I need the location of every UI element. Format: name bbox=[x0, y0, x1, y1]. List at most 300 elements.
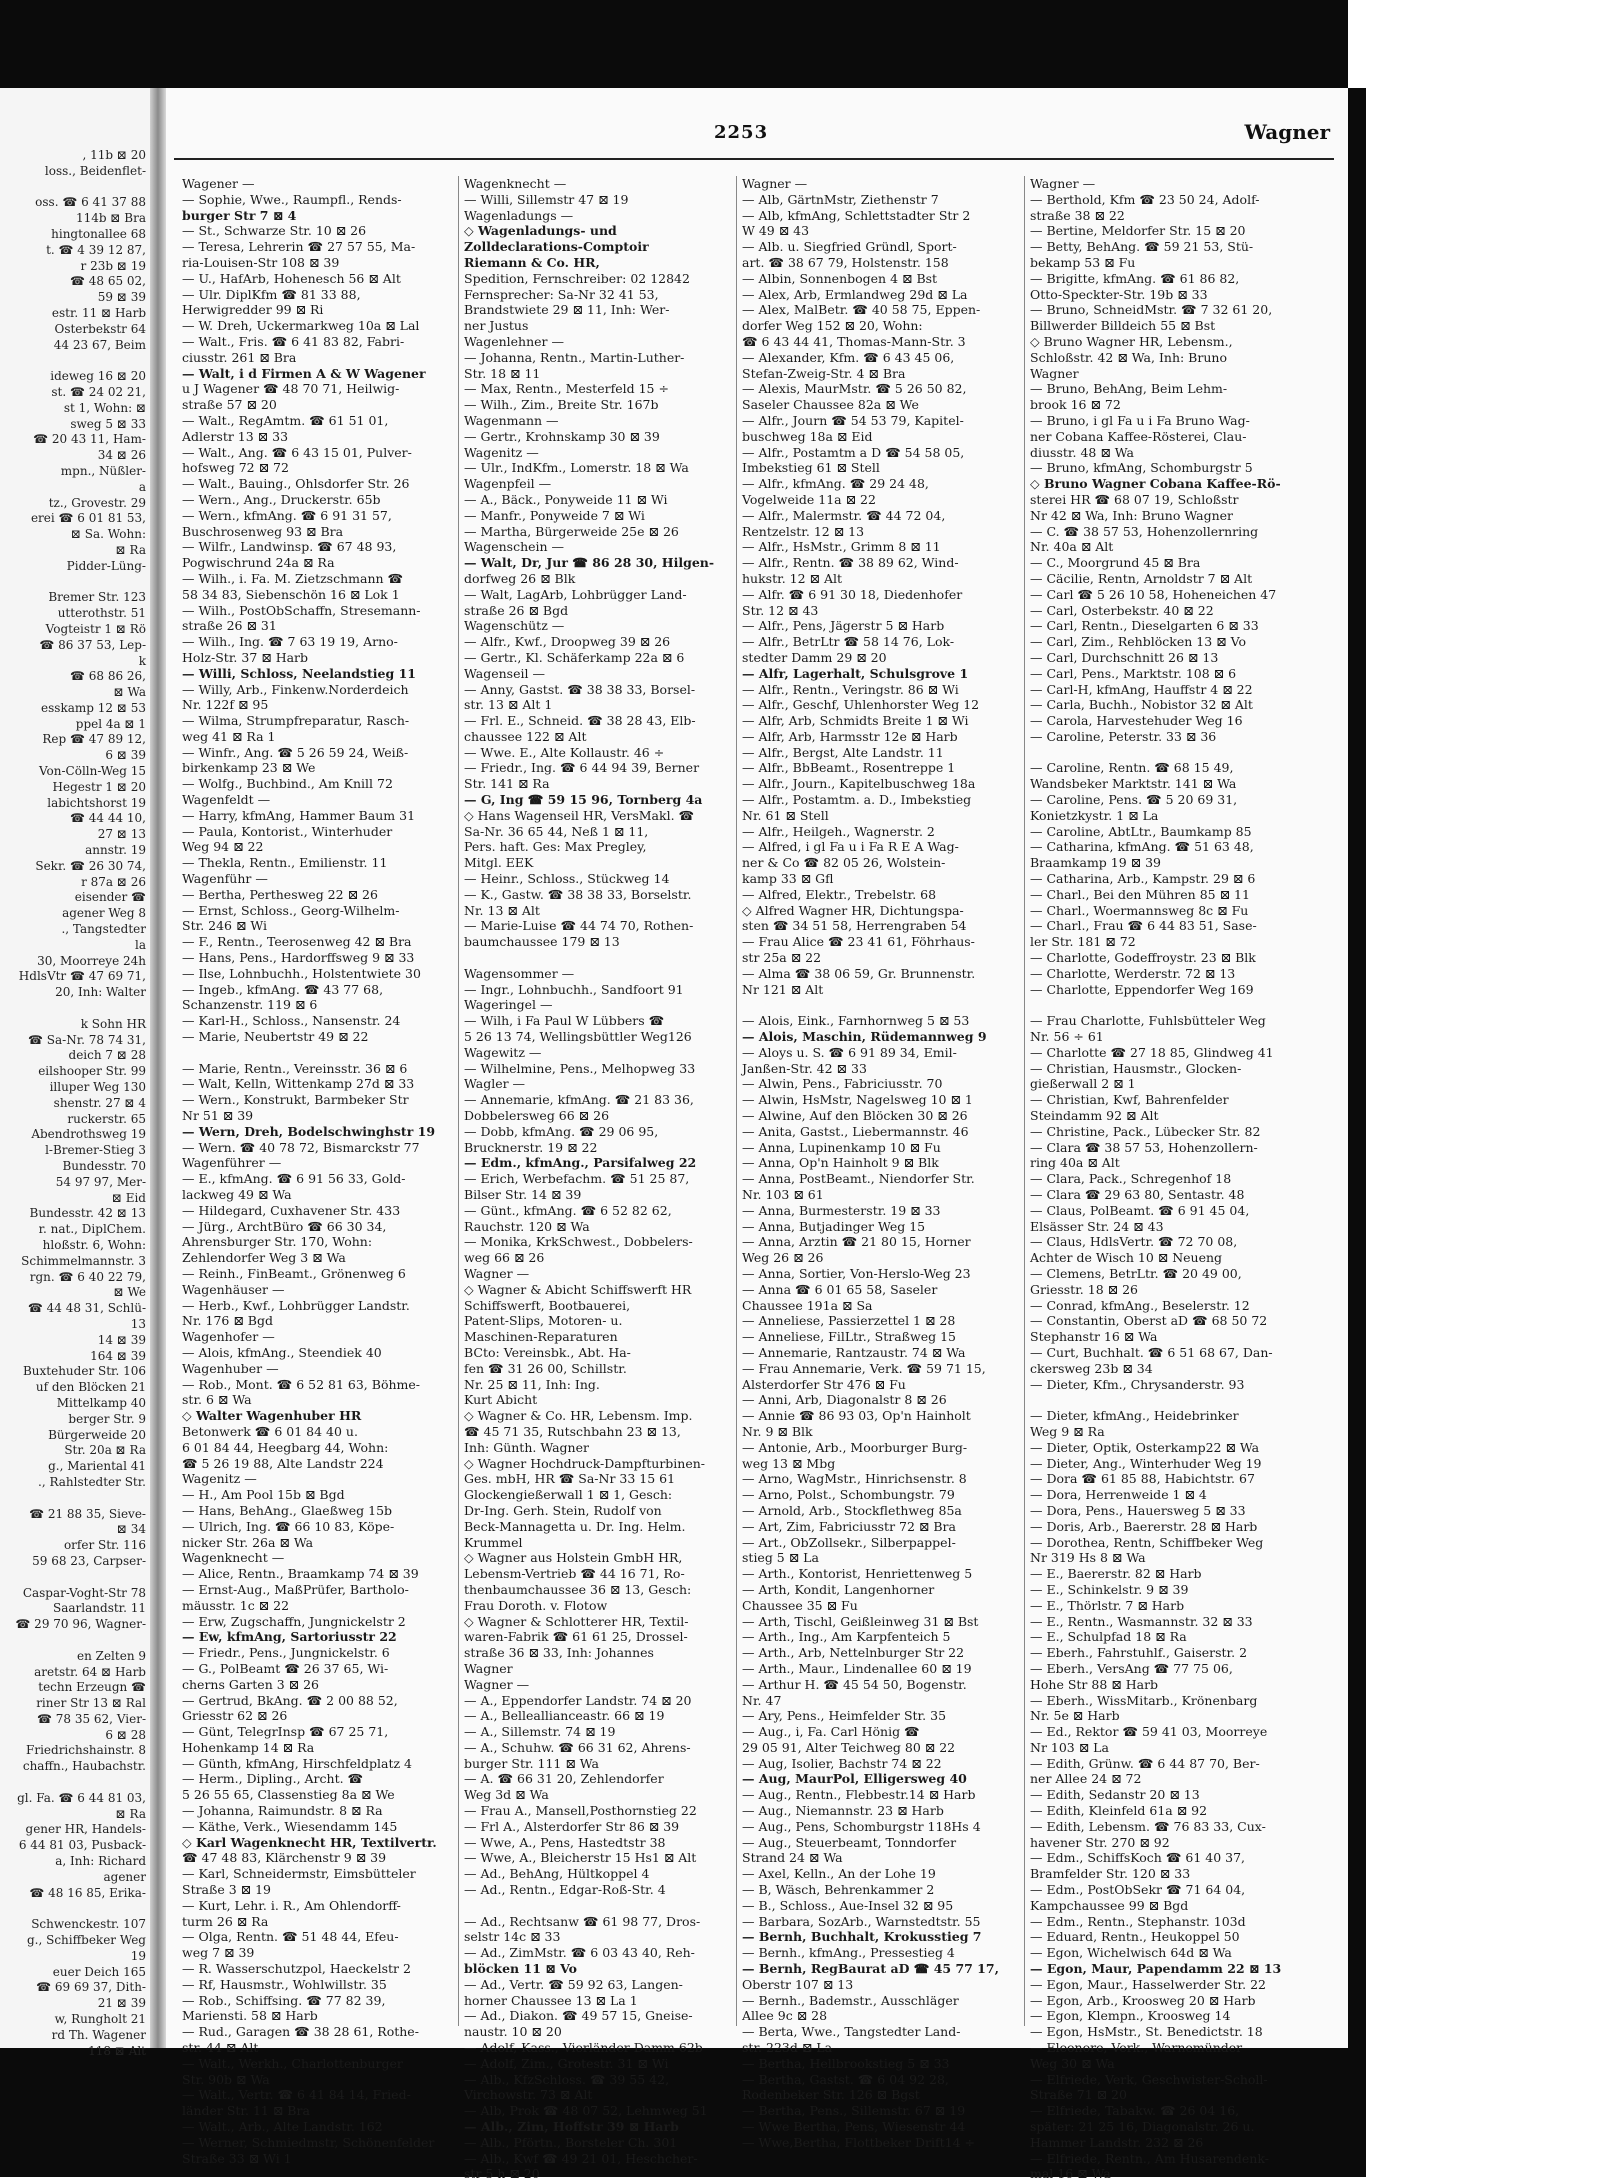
facing-page-line: hingtonallee 68 bbox=[51, 226, 146, 241]
directory-entry-line: str. 13 ⊠ Alt 1 bbox=[464, 697, 553, 713]
directory-entry-line: — Wilh., i. Fa. M. Zietzschmann ☎ bbox=[182, 570, 404, 586]
directory-entry-line: Hohenkamp 14 ⊠ Ra bbox=[182, 1739, 315, 1755]
directory-entry-line: — Anna, Lupinenkamp 10 ⊠ Fu bbox=[742, 1139, 941, 1155]
facing-page-line: estr. 11 ⊠ Harb bbox=[51, 305, 146, 320]
directory-entry-line: — Dieter, Ang., Winterhuder Weg 19 bbox=[1030, 1455, 1262, 1471]
directory-entry-line: Weg 94 ⊠ 22 bbox=[182, 839, 264, 855]
directory-entry-line: — Constantin, Oberst aD ☎ 68 50 72 bbox=[1030, 1313, 1268, 1329]
directory-entry-line: — Wilfr., Landwinsp. ☎ 67 48 93, bbox=[182, 539, 397, 555]
directory-entry-line: weg 66 ⊠ 26 bbox=[464, 1250, 545, 1266]
directory-entry-line: — Charlotte, Godeffroystr. 23 ⊠ Blk bbox=[1030, 950, 1256, 966]
directory-entry-line: — Ilse, Lohnbuchh., Holstentwiete 30 bbox=[182, 965, 421, 981]
directory-entry-line: Kampchaussee 99 ⊠ Bgd bbox=[1030, 1897, 1189, 1913]
directory-entry-line: Inh: Günth. Wagner bbox=[464, 1439, 589, 1455]
directory-entry-line: — Walt., Fris. ☎ 6 41 83 82, Fabri- bbox=[182, 333, 405, 349]
directory-entry-line: — Clara ☎ 38 57 53, Hohenzollern- bbox=[1030, 1139, 1258, 1155]
directory-entry-line: — Bertine, Meldorfer Str. 15 ⊠ 20 bbox=[1030, 223, 1246, 239]
directory-entry-line bbox=[1030, 997, 1330, 1013]
directory-entry-line: 29 05 91, Alter Teichweg 80 ⊠ 22 bbox=[742, 1739, 956, 1755]
directory-entry-line: horner Chaussee 13 ⊠ La 1 bbox=[464, 1992, 638, 2008]
directory-entry-line: Braamkamp 19 ⊠ 39 bbox=[1030, 855, 1162, 871]
directory-entry-line: Wagenhofer — bbox=[182, 1329, 275, 1345]
directory-entry-line: — Hildegard, Cuxhavener Str. 433 bbox=[182, 1202, 401, 1218]
directory-entry-line: — Bernh, Buchhalt, Krokusstieg 7 bbox=[742, 1929, 982, 1945]
facing-page-line: w, Rungholt 21 bbox=[54, 2012, 146, 2027]
directory-entry-line: Stephanstr 16 ⊠ Wa bbox=[1030, 1329, 1158, 1345]
directory-entry-line: Mitgl. EEK bbox=[464, 855, 534, 871]
directory-entry-line: Nr. 122f ⊠ 95 bbox=[182, 697, 269, 713]
directory-entry-line: Straße 33 ⊠ Wi 1 bbox=[182, 2150, 292, 2166]
directory-entry-line: — Charlotte ☎ 27 18 85, Glindweg 41 bbox=[1030, 1044, 1274, 1060]
directory-entry-line: Oberstr 107 ⊠ 13 bbox=[742, 1976, 854, 1992]
facing-page-line: Buxtehuder Str. 106 bbox=[22, 1364, 146, 1379]
directory-entry-line: — Alwin, HsMstr, Nagelsweg 10 ⊠ 1 bbox=[742, 1092, 973, 1108]
directory-entry-line: — Ernst, Schloss., Georg-Wilhelm- bbox=[182, 902, 400, 918]
directory-entry-line: Nr 121 ⊠ Alt bbox=[742, 981, 824, 997]
directory-entry-line: — Wwe. E., Alte Kollaustr. 46 ÷ bbox=[464, 744, 665, 760]
facing-page-line: agener bbox=[103, 1869, 146, 1884]
facing-page-line: Saarlandstr. 11 bbox=[53, 1601, 146, 1616]
directory-column-1 bbox=[182, 176, 454, 2166]
directory-entry-line: Nr. 47 bbox=[742, 1692, 782, 1708]
directory-entry-line: — Claus, HdlsVertr. ☎ 72 70 08, bbox=[1030, 1234, 1238, 1250]
facing-page-line: g., Mariental 41 bbox=[48, 1459, 146, 1474]
facing-page-line: euer Deich 165 bbox=[52, 1964, 146, 1979]
directory-entry-line: Wagner — bbox=[742, 176, 808, 191]
directory-entry-line: Konietzkystr. 1 ⊠ La bbox=[1030, 807, 1159, 823]
directory-entry-line: — Alfred, Elektr., Trebelstr. 68 bbox=[742, 886, 937, 902]
directory-entry-line: — Heinr., Schloss., Stückweg 14 bbox=[464, 871, 670, 887]
directory-entry-line: — Walt., Vertr. ☎ 6 41 84 14, Fried- bbox=[182, 2087, 411, 2103]
directory-entry-line: — H., Am Pool 15b ⊠ Bgd bbox=[182, 1487, 345, 1503]
page-header bbox=[166, 122, 1348, 152]
directory-entry-line: — Eberh., VersAng ☎ 77 75 06, bbox=[1030, 1660, 1233, 1676]
directory-entry-line: — Johanna, Rentn., Martin-Luther- bbox=[464, 349, 685, 365]
directory-entry-line: — Gertr., Kl. Schäferkamp 22a ⊠ 6 bbox=[464, 649, 685, 665]
directory-entry-line: — Aug., Niemannstr. 23 ⊠ Harb bbox=[742, 1803, 944, 1819]
directory-entry-line: Weg 26 ⊠ 26 bbox=[742, 1250, 824, 1266]
directory-entry-line: Dobbelersweg 66 ⊠ 26 bbox=[464, 1108, 610, 1124]
facing-page-line: ⊠ Sa. Wohn: bbox=[70, 527, 146, 542]
directory-entry-line: — Frl A., Alsterdorfer Str 86 ⊠ 39 bbox=[464, 1818, 680, 1834]
directory-entry-line: — Manfr., Ponyweide 7 ⊠ Wi bbox=[464, 507, 645, 523]
facing-page-line: Vogteistr 1 ⊠ Rö bbox=[45, 621, 146, 636]
directory-entry-line: — Adolf, Kass., Vierländer Damm 62b bbox=[464, 2040, 703, 2056]
directory-entry-line: Allee 9c ⊠ 28 bbox=[742, 2008, 828, 2024]
facing-page-line: 118 ⊠ Alt bbox=[88, 2043, 146, 2058]
directory-entry-line: — Charlotte, Werderstr. 72 ⊠ 13 bbox=[1030, 965, 1236, 981]
column-divider bbox=[736, 176, 737, 2026]
facing-page-line: 19 bbox=[130, 1948, 146, 1963]
directory-entry-line: — Arth., Maur., Lindenallee 60 ⊠ 19 bbox=[742, 1660, 972, 1676]
directory-entry-line: Otto-Speckter-Str. 19b ⊠ 33 bbox=[1030, 286, 1208, 302]
facing-page-line: ⊠ Ra bbox=[115, 542, 146, 557]
directory-entry-line: — Annemarie, kfmAng. ☎ 21 83 36, bbox=[464, 1092, 694, 1108]
facing-page-line: ☎ 78 35 62, Vier- bbox=[36, 1711, 146, 1726]
directory-entry-line: — Bruno, i gl Fa u i Fa Bruno Wag- bbox=[1030, 412, 1250, 428]
directory-entry-line: — Wilhelmine, Pens., Melhopweg 33 bbox=[464, 1060, 696, 1076]
directory-entry-line: — Adolf, Zim., Grotestr. 31 ⊠ Wi bbox=[464, 2055, 669, 2071]
directory-entry-line: — Alfr., HsMstr., Grimm 8 ⊠ 11 bbox=[742, 539, 941, 555]
directory-entry-line: — St., Schwarze Str. 10 ⊠ 26 bbox=[182, 223, 367, 239]
directory-entry-line: — C. ☎ 38 57 53, Hohenzollernring bbox=[1030, 523, 1259, 539]
directory-entry-line: — Charl., Frau ☎ 6 44 83 51, Sase- bbox=[1030, 918, 1257, 934]
facing-page-line: berger Str. 9 bbox=[68, 1411, 146, 1426]
facing-page-line: k bbox=[138, 653, 146, 668]
facing-page-line: a bbox=[138, 479, 146, 494]
directory-entry-line: — E., kfmAng. ☎ 6 91 56 33, Gold- bbox=[182, 1171, 406, 1187]
directory-entry-line: Billwerder Billdeich 55 ⊠ Bst bbox=[1030, 318, 1216, 334]
directory-entry-line: — Alois, Maschin, Rüdemannweg 9 bbox=[742, 1029, 987, 1045]
directory-entry-line: — E., Schinkelstr. 9 ⊠ 39 bbox=[1030, 1581, 1189, 1597]
directory-entry-line: Chaussee 191a ⊠ Sa bbox=[742, 1297, 873, 1313]
directory-entry-line: Kurt Abicht bbox=[464, 1392, 538, 1408]
directory-entry-line: ckersweg 23b ⊠ 34 bbox=[1030, 1360, 1153, 1376]
directory-entry-line: straße 26 ⊠ Bgd bbox=[464, 602, 569, 618]
directory-entry-line: — Wwe,Bertha, Flottbeker Drift14 ÷ bbox=[742, 2134, 975, 2150]
directory-entry-line: — Dieter, Optik, Osterkamp22 ⊠ Wa bbox=[1030, 1439, 1260, 1455]
directory-entry-line: ◇ Wagner & Co. HR, Lebensm. Imp. bbox=[464, 1408, 693, 1424]
directory-entry-line: Wagenseil — bbox=[464, 665, 545, 681]
directory-entry-line: — Willy, Arb., Finkenw.Norderdeich bbox=[182, 681, 409, 697]
directory-entry-line: — Harry, kfmAng, Hammer Baum 31 bbox=[182, 807, 416, 823]
facing-page-line: uf den Blöcken 21 bbox=[35, 1380, 146, 1395]
directory-entry-line: — Alfr., Geschf, Uhlenhorster Weg 12 bbox=[742, 697, 980, 713]
facing-page-line: Friedrichshainstr. 8 bbox=[26, 1743, 146, 1758]
facing-page-line: 6 44 81 03, Pusback- bbox=[18, 1838, 146, 1853]
directory-entry-line: — Sophie, Wwe., Raumpfl., Rends- bbox=[182, 191, 402, 207]
directory-entry-line: — Catharina, kfmAng. ☎ 51 63 48, bbox=[1030, 839, 1254, 855]
directory-entry-line: Rodenbeker Str. 126 ⊠ Bgst bbox=[742, 2087, 920, 2103]
directory-entry-line: burger Str 7 ⊠ 4 bbox=[182, 207, 297, 223]
directory-entry-line: — Eleonore, Verk., Warnemünder bbox=[1030, 2040, 1243, 2056]
facing-page-line: ., Rahlstedter Str. bbox=[38, 1474, 146, 1489]
directory-entry-line: — Walt., Ang. ☎ 6 43 15 01, Pulver- bbox=[182, 444, 412, 460]
directory-entry-line: straße 38 ⊠ 22 bbox=[1030, 207, 1125, 223]
directory-entry-line: straße 57 ⊠ 20 bbox=[182, 397, 277, 413]
directory-entry-line: — Alfr, Arb, Schmidts Breite 1 ⊠ Wi bbox=[742, 713, 969, 729]
directory-entry-line: — Caroline, AbtLtr., Baumkamp 85 bbox=[1030, 823, 1252, 839]
directory-entry-line: Dr-Ing. Gerh. Stein, Rudolf von bbox=[464, 1502, 662, 1518]
directory-entry-line: Fernsprecher: Sa-Nr 32 41 53, bbox=[464, 286, 659, 302]
directory-entry-line: — A., Bäck., Ponyweide 11 ⊠ Wi bbox=[464, 491, 668, 507]
directory-entry-line: — B, Wäsch, Behrenkammer 2 bbox=[742, 1882, 935, 1898]
directory-entry-line: ria-Louisen-Str 108 ⊠ 39 bbox=[182, 254, 340, 270]
directory-entry-line: — Ary, Pens., Heimfelder Str. 35 bbox=[742, 1708, 947, 1724]
directory-entry-line: Holz-Str. 37 ⊠ Harb bbox=[182, 649, 309, 665]
directory-entry-line: Buschrosenweg 93 ⊠ Bra bbox=[182, 523, 344, 539]
directory-entry-line: ◇ Hans Wagenseil HR, VersMakl. ☎ bbox=[464, 807, 695, 823]
directory-entry-line: dorfer Weg 152 ⊠ 20, Wohn: bbox=[742, 318, 923, 334]
directory-entry-line: — Curt, Buchhalt. ☎ 6 51 68 67, Dan- bbox=[1030, 1344, 1273, 1360]
directory-entry-line: Weg 9 ⊠ Ra bbox=[1030, 1423, 1105, 1439]
directory-entry-line: — A. ☎ 66 31 20, Zehlendorfer bbox=[464, 1771, 664, 1787]
directory-entry-line: turm 26 ⊠ Ra bbox=[182, 1913, 269, 1929]
directory-entry-line: — Alois, Eink., Farnhornweg 5 ⊠ 53 bbox=[742, 1013, 970, 1029]
directory-entry-line: art. ☎ 38 67 79, Holstenstr. 158 bbox=[742, 254, 949, 270]
directory-entry-line: burger Str. 111 ⊠ Wa bbox=[464, 1755, 600, 1771]
directory-entry-line: — Winfr., Ang. ☎ 5 26 59 24, Weiß- bbox=[182, 744, 409, 760]
directory-entry-line: Wagenitz — bbox=[464, 444, 539, 460]
directory-entry-line: Spedition, Fernschreiber: 02 12842 bbox=[464, 270, 690, 286]
directory-entry-line: naustr. 10 ⊠ 20 bbox=[464, 2024, 562, 2040]
scan-right-border bbox=[1348, 88, 1366, 2048]
directory-entry-line: hukstr. 12 ⊠ Alt bbox=[742, 570, 843, 586]
directory-entry-line: — Egon, Maur, Papendamm 22 ⊠ 13 bbox=[1030, 1961, 1282, 1977]
directory-entry-line: — Aug., i, Fa. Carl Hönig ☎ bbox=[742, 1724, 920, 1740]
directory-entry-line: — Bruno, BehAng, Beim Lehm- bbox=[1030, 381, 1228, 397]
directory-entry-line: ring 40a ⊠ Alt bbox=[1030, 1155, 1120, 1171]
directory-entry-line: — Wwe, A., Pens, Hastedtstr 38 bbox=[464, 1834, 666, 1850]
facing-page-line: 34 ⊠ 26 bbox=[97, 448, 146, 463]
directory-entry-line: — Alb, kfmAng, Schlettstadter Str 2 bbox=[742, 207, 971, 223]
facing-page-line: st 1, Wohn: ⊠ bbox=[63, 400, 146, 415]
directory-entry-line: — Dieter, kfmAng., Heidebrinker bbox=[1030, 1408, 1239, 1424]
directory-entry-line: — Walt, i d Firmen A & W Wagener bbox=[182, 365, 426, 381]
facing-page-line: Str. 20a ⊠ Ra bbox=[64, 1443, 146, 1458]
directory-entry-line: — Rud., Garagen ☎ 38 28 61, Rothe- bbox=[182, 2024, 419, 2040]
directory-entry-line: — Bernh, RegBaurat aD ☎ 45 77 17, bbox=[742, 1961, 999, 1977]
page-number: 2253 bbox=[714, 122, 769, 143]
directory-entry-line: — Christian, Kwf, Bahrenfelder bbox=[1030, 1092, 1229, 1108]
directory-entry-line: — Anna, PostBeamt., Niendorfer Str. bbox=[742, 1171, 975, 1187]
directory-entry-line: — Erw, Zugschaffn, Jungnickelstr 2 bbox=[182, 1613, 406, 1629]
directory-entry-line: 58 34 83, Siebenschön 16 ⊠ Lok 1 bbox=[182, 586, 400, 602]
directory-entry-line: — Alfr, Arb, Harmsstr 12e ⊠ Harb bbox=[742, 728, 958, 744]
directory-entry-line: — Dora, Pens., Hauersweg 5 ⊠ 33 bbox=[1030, 1502, 1246, 1518]
directory-entry-line: — K., Gastw. ☎ 38 38 33, Borselstr. bbox=[464, 886, 692, 902]
facing-page-line bbox=[0, 1775, 150, 1791]
directory-entry-line: ☎ 5 26 19 88, Alte Landstr 224 bbox=[182, 1455, 384, 1471]
directory-entry-line: Wagenmann — bbox=[464, 412, 559, 428]
directory-entry-line: — Doris, Arb., Baererstr. 28 ⊠ Harb bbox=[1030, 1518, 1258, 1534]
facing-page-line: ideweg 16 ⊠ 20 bbox=[50, 369, 146, 384]
directory-entry-line: buschweg 18a ⊠ Eid bbox=[742, 428, 873, 444]
directory-entry-line: ☎ 6 43 44 41, Thomas-Mann-Str. 3 bbox=[742, 333, 966, 349]
directory-entry-line: — Carla, Buchh., Nobistor 32 ⊠ Alt bbox=[1030, 697, 1253, 713]
facing-page-line: annstr. 19 bbox=[85, 843, 146, 858]
directory-entry-line: — Alfr., Journ., Kapitelbuschweg 18a bbox=[742, 776, 976, 792]
directory-entry-line: Nr. 5e ⊠ Harb bbox=[1030, 1708, 1120, 1724]
directory-entry-line: — Caroline, Rentn. ☎ 68 15 49, bbox=[1030, 760, 1234, 776]
facing-page-line: la bbox=[135, 937, 146, 952]
directory-entry-line: ciusstr. 261 ⊠ Bra bbox=[182, 349, 297, 365]
directory-entry-line: — Ulr., IndKfm., Lomerstr. 18 ⊠ Wa bbox=[464, 460, 689, 476]
directory-entry-line: lackweg 49 ⊠ Wa bbox=[182, 1187, 292, 1202]
facing-page-line: Schimmelmannstr. 3 bbox=[21, 1253, 146, 1268]
directory-entry-line: straße 26 ⊠ 31 bbox=[182, 618, 277, 634]
directory-entry-line: — Wolfg., Buchbind., Am Knill 72 bbox=[182, 776, 393, 792]
directory-entry-line: 6 01 84 44, Heegbarg 44, Wohn: bbox=[182, 1439, 389, 1455]
directory-entry-line: Herwigredder 99 ⊠ Ri bbox=[182, 302, 324, 318]
directory-entry-line: 5 26 55 65, Classenstieg 8a ⊠ We bbox=[182, 1787, 395, 1803]
directory-entry-line: Wagenhuber — bbox=[182, 1360, 279, 1376]
facing-page-line: chaffn., Haubachstr. bbox=[22, 1759, 146, 1774]
facing-page-line: r 23b ⊠ 19 bbox=[80, 258, 146, 273]
directory-entry-line: ☎ 45 71 35, Rutschbahn 23 ⊠ 13, bbox=[464, 1423, 681, 1439]
directory-entry-line bbox=[1030, 745, 1330, 761]
directory-entry-line: — Carl, Osterbekstr. 40 ⊠ 22 bbox=[1030, 602, 1214, 618]
directory-entry-line: BCto: Vereinsbk., Abt. Ha- bbox=[464, 1344, 631, 1360]
directory-entry-line bbox=[742, 997, 1020, 1013]
facing-page-line: Mittelkamp 40 bbox=[56, 1395, 146, 1410]
directory-entry-line: — Alfr., Postamtm. a. D., Imbekstieg bbox=[742, 792, 972, 808]
directory-entry-line: ◇ Bruno Wagner HR, Lebensm., bbox=[1030, 333, 1233, 349]
directory-entry-line: — Alfr., Kwf., Droopweg 39 ⊠ 26 bbox=[464, 634, 671, 650]
directory-entry-line: sten ☎ 34 51 58, Herrengraben 54 bbox=[742, 918, 967, 934]
facing-page-line: aretstr. 64 ⊠ Harb bbox=[34, 1664, 146, 1679]
directory-entry-line: — Albin, Sonnenbogen 4 ⊠ Bst bbox=[742, 270, 938, 286]
directory-entry-line: — Walt, Kelln, Wittenkamp 27d ⊠ 33 bbox=[182, 1076, 415, 1092]
directory-entry-line: — Hans, BehAng., Glaeßweg 15b bbox=[182, 1502, 393, 1518]
facing-page-line: l-Bremer-Stieg 3 bbox=[45, 1143, 146, 1158]
directory-entry-line: Str. 141 ⊠ Ra bbox=[464, 776, 550, 792]
directory-entry-line: — Carl, Durchschnitt 26 ⊠ 13 bbox=[1030, 649, 1219, 665]
directory-entry-line: brook 16 ⊠ 72 bbox=[1030, 397, 1121, 413]
directory-entry-line: — Wern., kfmAng. ☎ 6 91 31 57, bbox=[182, 507, 392, 523]
directory-entry-line: — Arthur H. ☎ 45 54 50, Bogenstr. bbox=[742, 1676, 967, 1692]
directory-entry-line: — Edm., Rentn., Stephanstr. 103d bbox=[1030, 1913, 1246, 1929]
directory-entry-line bbox=[464, 950, 732, 966]
directory-entry-line: Zehlendorfer Weg 3 ⊠ Wa bbox=[182, 1250, 346, 1266]
facing-page-line: oss. ☎ 6 41 37 88 bbox=[35, 195, 146, 210]
directory-entry-line: Hammer Landstr. 232 ⊠ 26 bbox=[1030, 2134, 1204, 2150]
directory-entry-line: Alsterdorfer Str 476 ⊠ Fu bbox=[742, 1376, 906, 1392]
directory-entry-line: — Käthe, Verk., Wiesendamm 145 bbox=[182, 1818, 398, 1834]
directory-entry-line: — Carl, Pens., Marktstr. 108 ⊠ 6 bbox=[1030, 665, 1237, 681]
directory-entry-line: Pers. haft. Ges: Max Pregley, bbox=[464, 839, 647, 855]
directory-entry-line: str. 223d ⊠ La bbox=[742, 2040, 833, 2056]
directory-entry-line: ◇ Bruno Wagner Cobana Kaffee-Rö- bbox=[1030, 476, 1281, 492]
directory-entry-line: Vogelweide 11a ⊠ 22 bbox=[742, 491, 876, 507]
facing-page-line: 30, Moorreye 24h bbox=[37, 953, 146, 968]
facing-page-line: 6 ⊠ 28 bbox=[105, 1727, 146, 1742]
directory-entry-line: Wagler — bbox=[464, 1076, 526, 1092]
directory-entry-line: — Egon, Wichelwisch 64d ⊠ Wa bbox=[1030, 1945, 1232, 1961]
directory-entry-line: — Walt., RegAmtm. ☎ 61 51 01, bbox=[182, 412, 389, 428]
directory-entry-line: — Alb. u. Siegfried Gründl, Sport- bbox=[742, 239, 957, 255]
directory-entry-line: mäusstr. 1c ⊠ 22 bbox=[182, 1597, 290, 1613]
directory-entry-line: — Antonie, Arb., Moorburger Burg- bbox=[742, 1439, 968, 1455]
facing-page-line: 164 ⊠ 39 bbox=[90, 1348, 146, 1363]
directory-entry-line: — Anny, Gastst. ☎ 38 38 33, Borsel- bbox=[464, 681, 696, 697]
directory-entry-line: — Ad., Rechtsanw ☎ 61 98 77, Dros- bbox=[464, 1913, 701, 1929]
directory-entry-line: — Arth., Arb, Nettelnburger Str 22 bbox=[742, 1645, 965, 1661]
directory-entry-line: Nr. 103 ⊠ 61 bbox=[742, 1187, 824, 1202]
directory-entry-line: — Frl. E., Schneid. ☎ 38 28 43, Elb- bbox=[464, 713, 696, 729]
directory-entry-line: Brandstwiete 29 ⊠ 11, Inh: Wer- bbox=[464, 302, 670, 318]
directory-entry-line: Ahrensburger Str. 170, Wohn: bbox=[182, 1234, 373, 1250]
facing-page-line: a, Inh: Richard bbox=[55, 1854, 146, 1869]
facing-page-line bbox=[0, 180, 150, 196]
directory-entry-line: stieg 5 ⊠ La bbox=[742, 1550, 819, 1566]
facing-page-line: eisender ☎ bbox=[74, 890, 146, 905]
directory-entry-line: — Charl., Bei den Mühren 85 ⊠ 11 bbox=[1030, 886, 1250, 902]
directory-entry-line: — Johanna, Raimundstr. 8 ⊠ Ra bbox=[182, 1803, 383, 1819]
directory-entry-line: — Annie ☎ 86 93 03, Op'n Hainholt bbox=[742, 1408, 971, 1424]
directory-entry-line: — E., Thörlstr. 7 ⊠ Harb bbox=[1030, 1597, 1185, 1613]
directory-entry-line: — Wwe Bertha, Pens, Wiesenstr 44 bbox=[742, 2119, 966, 2135]
directory-entry-line: — Elfriede, Tabakw. ☎ 26 04 16, bbox=[1030, 2103, 1240, 2119]
directory-entry-line: birkenkamp 23 ⊠ We bbox=[182, 760, 316, 776]
facing-page-line: rd Th. Wagener bbox=[51, 2027, 146, 2042]
directory-entry-line: Wagner — bbox=[464, 1676, 530, 1692]
directory-entry-line: — Gertr., Krohnskamp 30 ⊠ 39 bbox=[464, 428, 660, 444]
directory-entry-line: Virchowstr. 73 ⊠ Alt bbox=[464, 2087, 593, 2103]
directory-entry-line: Ges. mbH, HR ☎ Sa-Nr 33 15 61 bbox=[464, 1471, 676, 1487]
directory-entry-line: Wagner — bbox=[1030, 176, 1096, 191]
directory-entry-line: — Elfriede, Verk, Geschwister-Scholl- bbox=[1030, 2071, 1268, 2087]
directory-entry-line: ler Str. 181 ⊠ 72 bbox=[1030, 934, 1136, 950]
directory-entry-line: — Bernh., Bademstr., Ausschläger bbox=[742, 1992, 959, 2008]
directory-entry-line: — Anna, Burmesterstr. 19 ⊠ 33 bbox=[742, 1202, 941, 1218]
directory-entry-line: — Alwin, Pens., Fabriciusstr. 70 bbox=[742, 1076, 943, 1092]
directory-entry-line: — Art., ObZollsekr., Silberpappel- bbox=[742, 1534, 956, 1550]
directory-entry-line: — A., Schuhw. ☎ 66 31 62, Ahrens- bbox=[464, 1739, 691, 1755]
facing-page-line: r. nat., DiplChem. bbox=[38, 1222, 146, 1237]
directory-entry-line: — Charl., Woermannsweg 8c ⊠ Fu bbox=[1030, 902, 1249, 918]
facing-page-line: techn Erzeugn ☎ bbox=[38, 1680, 146, 1695]
directory-entry-line: — Anna ☎ 6 01 65 58, Saseler bbox=[742, 1281, 938, 1297]
directory-entry-line: — Rf, Hausmstr., Wohlwillstr. 35 bbox=[182, 1976, 387, 1992]
directory-entry-line: Wagenhäuser — bbox=[182, 1281, 285, 1297]
directory-entry-line: Wagenschütz — bbox=[464, 618, 565, 634]
facing-page-line: en Zelten 9 bbox=[76, 1648, 146, 1663]
directory-entry-line: Straße 71 ⊠ 20 bbox=[1030, 2087, 1127, 2103]
directory-entry-line: Griesstr. 18 ⊠ 26 bbox=[1030, 1281, 1138, 1297]
facing-page-line: ☎ 48 65 02, bbox=[69, 274, 146, 289]
directory-entry-line: — Dora ☎ 61 85 88, Habichtstr. 67 bbox=[1030, 1471, 1255, 1487]
facing-page-line: 59 68 23, Carpser- bbox=[32, 1553, 146, 1568]
directory-entry-line: — Egon, Arb., Kroosweg 20 ⊠ Harb bbox=[1030, 1992, 1256, 2008]
directory-entry-line: stedter Damm 29 ⊠ 20 bbox=[742, 649, 887, 665]
directory-entry-line: Adlerstr 13 ⊠ 33 bbox=[182, 428, 289, 444]
directory-entry-line: — Günt., kfmAng. ☎ 6 52 82 62, bbox=[464, 1202, 672, 1218]
directory-entry-line: — Friedr., Ing. ☎ 6 44 94 39, Berner bbox=[464, 760, 700, 776]
facing-page-line: gener HR, Handels- bbox=[25, 1822, 146, 1837]
directory-entry-line: Imbekstieg 61 ⊠ Stell bbox=[742, 460, 880, 476]
directory-entry-line: — Ingeb., kfmAng. ☎ 43 77 68, bbox=[182, 981, 384, 997]
directory-entry-line: — E., Baererstr. 82 ⊠ Harb bbox=[1030, 1566, 1202, 1582]
facing-page-line: ☎ 21 88 35, Sieve- bbox=[29, 1506, 146, 1521]
directory-entry-line: Nr 103 ⊠ La bbox=[1030, 1739, 1109, 1755]
directory-entry-line: — Alfr., Bergst, Alte Landstr. 11 bbox=[742, 744, 944, 760]
directory-entry-line: — Aug, Isolier, Bachstr 74 ⊠ 22 bbox=[742, 1755, 942, 1771]
directory-entry-line: — Alb., Kwf ☎ 49 21 01, Heschcher- bbox=[464, 2150, 698, 2166]
facing-page-line: shenstr. 27 ⊠ 4 bbox=[53, 1095, 146, 1110]
directory-entry-line: Wagenknecht — bbox=[182, 1550, 285, 1566]
directory-entry-line bbox=[464, 1898, 732, 1914]
directory-entry-line: — Walt, LagArb, Lohbrügger Land- bbox=[464, 586, 687, 602]
directory-entry-line: — Teresa, Lehrerin ☎ 27 57 55, Ma- bbox=[182, 239, 416, 255]
directory-entry-line: — Alfr., Rentn., Veringstr. 86 ⊠ Wi bbox=[742, 681, 959, 697]
directory-entry-line: Pogwischrund 24a ⊠ Ra bbox=[182, 555, 335, 571]
directory-entry-line: — Arnold, Arb., Stockflethweg 85a bbox=[742, 1502, 962, 1518]
facing-page-line: esskamp 12 ⊠ 53 bbox=[41, 700, 146, 715]
directory-entry-line: — Charlotte, Eppendorfer Weg 169 bbox=[1030, 981, 1254, 997]
facing-page-line: loss., Beidenflet- bbox=[44, 163, 146, 178]
directory-entry-line: Weg 3d ⊠ Wa bbox=[464, 1787, 549, 1803]
directory-entry-line: baumchaussee 179 ⊠ 13 bbox=[464, 934, 620, 950]
directory-entry-line: — Bernh., kfmAng., Pressestieg 4 bbox=[742, 1945, 955, 1961]
facing-page-line: erei ☎ 6 01 81 53, bbox=[30, 511, 146, 526]
directory-entry-line: ner Cobana Kaffee-Rösterei, Clau- bbox=[1030, 428, 1247, 444]
directory-entry-line: — Anneliese, FilLtr., Straßweg 15 bbox=[742, 1329, 957, 1345]
directory-entry-line: Str. 18 ⊠ 11 bbox=[464, 365, 541, 381]
directory-entry-line: Beck-Mannagetta u. Dr. Ing. Helm. bbox=[464, 1518, 686, 1534]
directory-entry-line: Wagenknecht — bbox=[464, 176, 567, 191]
directory-entry-line: Nr 42 ⊠ Wa, Inh: Bruno Wagner bbox=[1030, 507, 1233, 523]
